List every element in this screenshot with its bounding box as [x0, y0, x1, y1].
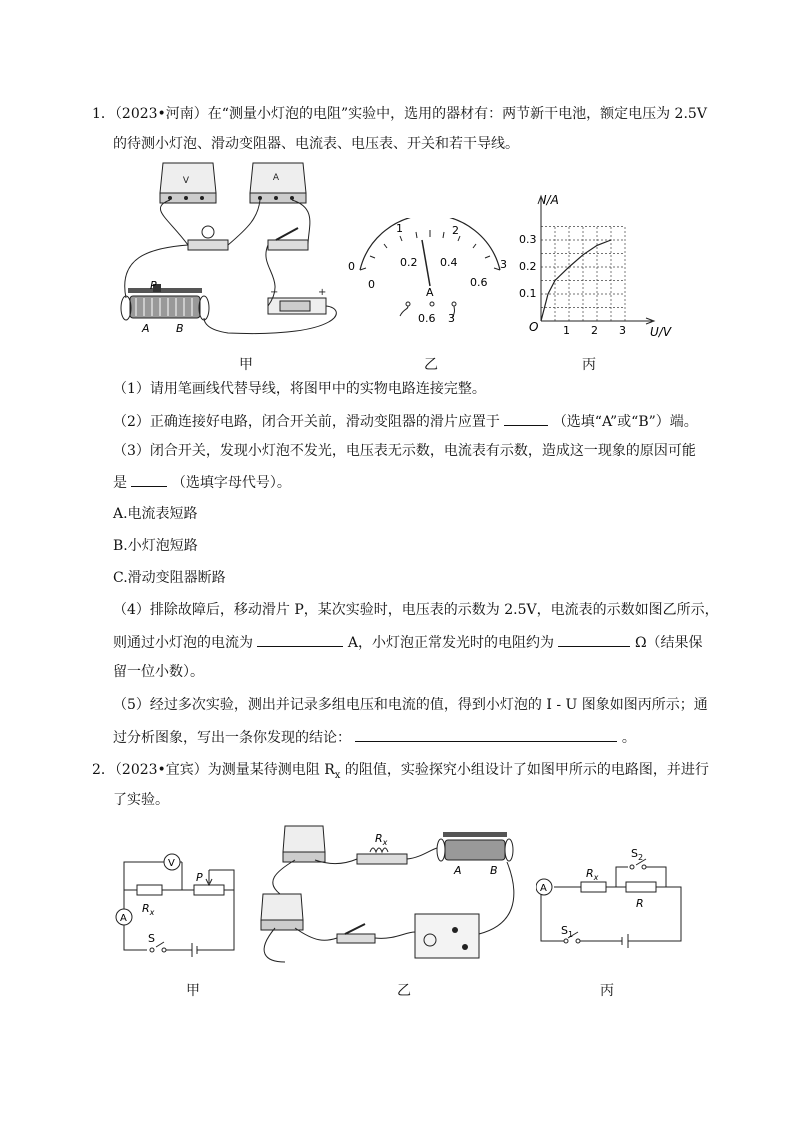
dial-top-2: 2	[452, 224, 459, 237]
dial-bottom-1: 0.2	[400, 256, 418, 269]
q2-terminal-b: B	[490, 864, 498, 877]
q2-line1-text: 2．（2023•宜宾）为测量某待测电阻 R	[92, 762, 335, 778]
voltmeter-device-2	[283, 826, 325, 862]
q1-option-c: C.滑动变阻器断路	[113, 570, 226, 586]
q1-sub1: （1）请用笔画线代替导线，将图甲中的实物电路连接完整。	[113, 381, 486, 397]
svg-text:+: +	[318, 287, 327, 298]
svg-text:A: A	[272, 173, 280, 183]
switch-device-2	[337, 924, 375, 943]
q1-caption-jia: 甲	[239, 357, 253, 373]
q1-sub3a: （3）闭合开关，发现小灯泡不发光，电压表无示数，电流表有示数，造成这一现象的原因可能	[113, 443, 696, 459]
rx-label: $R_x$	[142, 902, 155, 917]
q1-fig-yi	[340, 218, 520, 330]
q2-bing-r: R	[636, 897, 644, 910]
graph-origin: O	[529, 320, 539, 334]
q2-caption-jia: 甲	[186, 983, 200, 999]
q1-option-a: A.电流表短路	[113, 506, 198, 522]
q1-sub3-text-b: （选填字母代号）。	[171, 475, 291, 491]
q1-sub3-blank[interactable]	[131, 472, 167, 487]
terminal-a-label: A	[142, 322, 150, 335]
q2-terminal-a: A	[454, 864, 462, 877]
q1-sub2-text-b: （选填“A”或“B”）端。	[552, 414, 698, 430]
q2-fig-yi	[255, 822, 535, 972]
q1-sub5a: （5）经过多次实验，测出并记录多组电压和电流的值，得到小灯泡的 I - U 图象如图丙所示；通	[113, 697, 708, 713]
ammeter-symbol-label: A	[120, 913, 127, 924]
q1-option-b: B.小灯泡短路	[113, 538, 198, 554]
q1-fig-jia	[108, 158, 353, 348]
dial-unit: A	[426, 286, 434, 299]
q1-sub5-blank[interactable]	[355, 727, 617, 742]
q2-rx-label: $R_x$	[375, 832, 388, 847]
q2-fig-jia	[112, 850, 242, 960]
q2-line2: 了实验。	[113, 792, 169, 808]
terminal-b-label: B	[176, 322, 184, 335]
voltmeter-device	[160, 163, 216, 203]
slider-label: P	[150, 279, 157, 292]
q2-caption-yi: 乙	[397, 983, 411, 999]
graph-ytick-01: 0.1	[519, 287, 537, 300]
svg-text:V: V	[182, 176, 190, 186]
q1-sub4-text-c: Ω（结果保	[634, 635, 703, 651]
dial-top-0: 0	[348, 260, 355, 273]
q2-line1-text-b: 的阻值，实验探究小组设计了如图甲所示的电路图，并进行	[340, 762, 709, 778]
q1-sub4-text: 则通过小灯泡的电流为	[113, 635, 253, 651]
ammeter-device	[250, 163, 306, 203]
q1-caption-yi: 乙	[424, 357, 438, 373]
q1-sub4-blank-resistance[interactable]	[558, 632, 630, 647]
iu-curve	[541, 240, 611, 321]
terminal-06: 0.6	[418, 312, 436, 325]
dial-bottom-0: 0	[368, 278, 375, 291]
q1-sub3-text: 是	[113, 475, 127, 491]
dial-pointer	[422, 240, 430, 286]
graph-xlabel: U/V	[650, 325, 672, 339]
graph-xtick-2: 2	[591, 324, 598, 337]
dial-top-1: 1	[396, 222, 403, 235]
ammeter-device-2	[261, 894, 303, 930]
dial-bottom-3: 0.6	[470, 276, 488, 289]
p-label: P	[196, 871, 203, 884]
q1-sub2-text: （2）正确连接好电路，闭合开关前，滑动变阻器的滑片应置于	[113, 414, 500, 430]
switch-icon	[268, 228, 308, 250]
q1-sub4-text-b: A，小灯泡正常发光时的电阻约为	[347, 635, 555, 651]
graph-ylabel: I/A	[543, 193, 559, 207]
graph-xtick-3: 3	[619, 324, 626, 337]
q2-rx-sub: x	[334, 769, 341, 781]
q1-sub4b	[113, 632, 703, 653]
q1-sub5b	[113, 727, 636, 748]
graph-grid	[541, 227, 625, 322]
q1-sub2	[113, 411, 698, 432]
q2-fig-bing	[536, 845, 686, 950]
dial-bottom-2: 0.4	[440, 256, 458, 269]
q1-caption-bing: 丙	[582, 357, 596, 373]
graph-ytick-03: 0.3	[519, 233, 537, 246]
dial-ticks	[360, 230, 500, 270]
q1-sub4c: 留一位小数）。	[113, 664, 204, 680]
voltmeter-symbol-label: V	[168, 858, 175, 869]
q1-sub2-blank[interactable]	[504, 411, 548, 426]
q1-sub3b	[113, 472, 291, 493]
q2-bing-s2: $S_2$	[631, 847, 644, 862]
q1-fig-bing	[512, 188, 682, 346]
q1-sub5-text-b: 。	[621, 730, 636, 746]
q1-sub5-text: 过分析图象，写出一条你发现的结论：	[113, 730, 351, 746]
s-label: S	[148, 932, 155, 945]
q1-line1: 1．（2023•河南）在“测量小灯泡的电阻”实验中，选用的器材有：两节新干电池，额定电压为 2.5V	[92, 106, 707, 122]
q2-caption-bing: 丙	[600, 983, 614, 999]
graph-ytick-02: 0.2	[519, 260, 537, 273]
graph-xtick-1: 1	[563, 324, 570, 337]
q2-line1	[92, 760, 709, 786]
q1-sub4-blank-current[interactable]	[257, 632, 343, 647]
q1-sub4a: （4）排除故障后，移动滑片 P，某次实验时，电压表的示数为 2.5V，电流表的示数如图乙所示，	[113, 602, 719, 618]
rheostat-device-2	[437, 832, 513, 861]
dial-top-3: 3	[500, 258, 507, 271]
q2-bing-rx: $R_x$	[586, 867, 599, 882]
power-supply-device	[415, 914, 479, 958]
terminal-3: 3	[448, 312, 455, 325]
resistor-rx-device	[357, 848, 407, 864]
rheostat-icon	[121, 284, 209, 320]
q2-bing-s1: $S_1$	[561, 924, 574, 939]
battery-icon	[268, 287, 326, 314]
bulb-icon	[188, 226, 228, 250]
q1-line2: 的待测小灯泡、滑动变阻器、电流表、电压表、开关和若干导线。	[113, 136, 519, 152]
q2-ammeter-label: A	[540, 883, 547, 894]
svg-text:−: −	[270, 287, 279, 298]
